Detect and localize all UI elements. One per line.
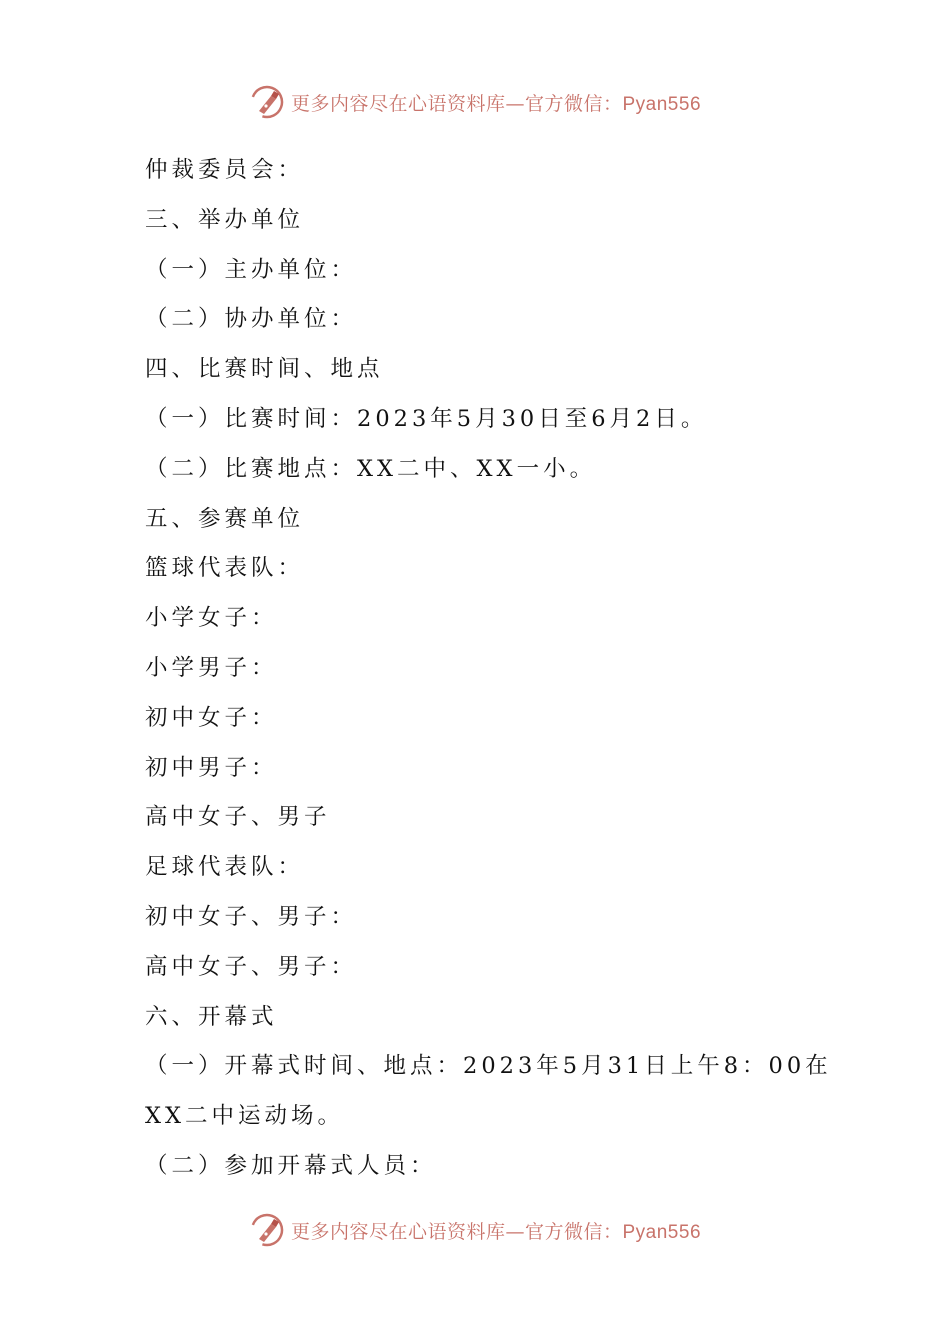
line-opening-time-location: （一）开幕式时间、地点：2023年5月31日上午8：00在 bbox=[145, 1053, 832, 1080]
line-opening-venue: XX二中运动场。 bbox=[145, 1103, 345, 1130]
line-football-team: 足球代表队： bbox=[145, 854, 305, 881]
watermark-text: 更多内容尽在心语资料库—官方微信：Pyan556 bbox=[290, 1220, 702, 1243]
line-junior-boys: 初中男子： bbox=[145, 754, 278, 781]
line-co-host-unit: （二）协办单位： bbox=[145, 306, 358, 333]
line-football-senior: 高中女子、男子： bbox=[145, 953, 358, 980]
line-match-location: （二）比赛地点：XX二中、XX一小。 bbox=[145, 455, 597, 482]
pen-nib-logo-icon bbox=[249, 84, 285, 120]
line-junior-girls: 初中女子： bbox=[145, 704, 278, 731]
heading-organizers: 三、举办单位 bbox=[145, 206, 305, 233]
line-opening-attendees: （二）参加开幕式人员： bbox=[145, 1152, 437, 1179]
document-body bbox=[145, 146, 832, 1192]
heading-participants: 五、参赛单位 bbox=[145, 505, 305, 532]
line-senior-girls-boys: 高中女子、男子 bbox=[145, 804, 331, 831]
line-basketball-team: 篮球代表队： bbox=[145, 555, 305, 582]
heading-time-location: 四、比赛时间、地点 bbox=[145, 356, 384, 383]
watermark-banner-bottom bbox=[0, 1210, 950, 1250]
line-primary-boys: 小学男子： bbox=[145, 654, 278, 681]
line-host-unit: （一）主办单位： bbox=[145, 256, 358, 283]
watermark-banner-top bbox=[0, 82, 950, 122]
line-football-junior: 初中女子、男子： bbox=[145, 903, 358, 930]
line-match-time: （一）比赛时间：2023年5月30日至6月2日。 bbox=[145, 405, 708, 432]
watermark-text: 更多内容尽在心语资料库—官方微信：Pyan556 bbox=[290, 92, 702, 115]
pen-nib-logo-icon bbox=[249, 1212, 285, 1248]
line-arbitration-committee: 仲裁委员会： bbox=[145, 157, 305, 183]
heading-opening-ceremony: 六、开幕式 bbox=[145, 1003, 278, 1030]
line-primary-girls: 小学女子： bbox=[145, 605, 278, 632]
